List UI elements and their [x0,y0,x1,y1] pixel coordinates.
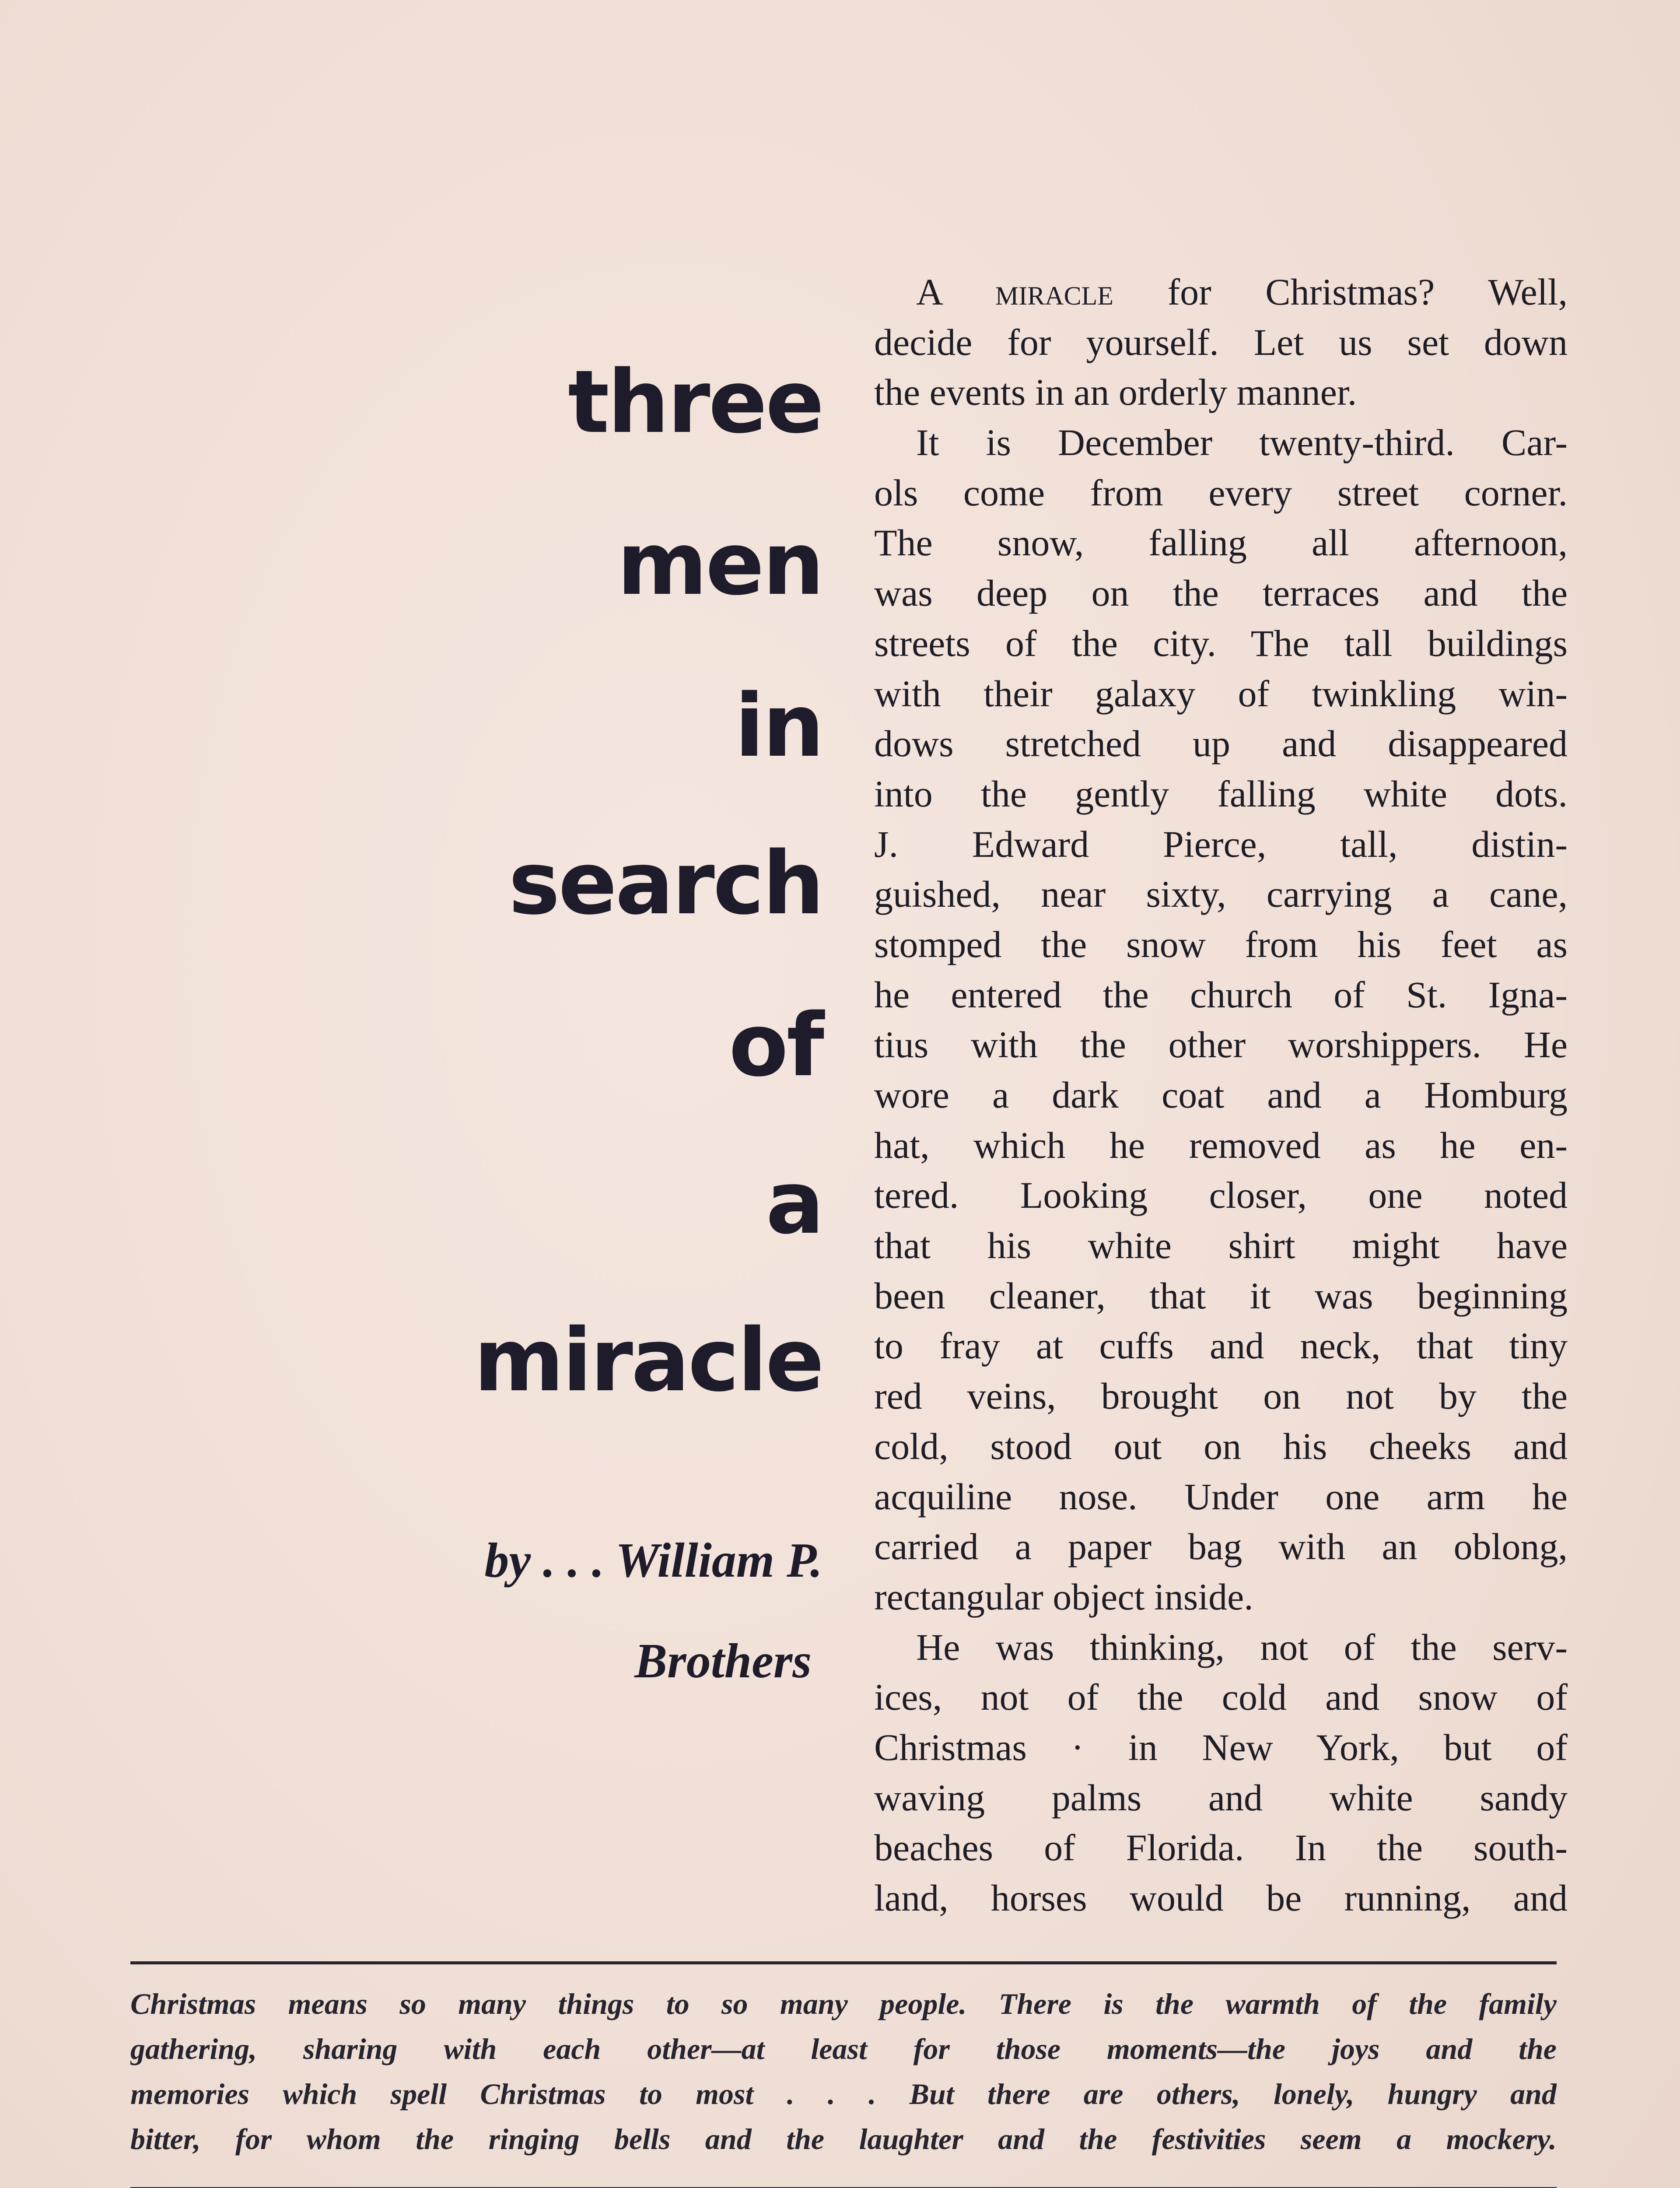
body-line: been cleaner, that it was beginning [874,1274,1568,1317]
intro-blurb [130,1981,1557,2162]
body-line: wore a dark coat and a Homburg [874,1074,1568,1116]
title-word: miracle [474,1310,822,1411]
body-line: to fray at cuffs and neck, that tiny [874,1325,1568,1367]
body-line: stomped the snow from his feet as [874,923,1568,965]
body-line: J. Edward Pierce, tall, distin- [874,823,1568,865]
body-line: ices, not of the cold and snow of [874,1676,1568,1718]
body-line: carried a paper bag with an oblong, [874,1525,1568,1568]
body-line: acquiline nose. Under one arm he [874,1475,1568,1518]
body-line: with their galaxy of twinkling win- [874,672,1568,715]
divider-rule [130,1961,1557,1964]
title-word: a [766,1152,822,1253]
body-line: dows stretched up and disappeared [874,722,1568,765]
body-line: into the gently falling white dots. [874,772,1568,815]
body-line: red veins, brought on not by the [874,1375,1568,1417]
body-line: land, horses would be running, and [874,1877,1568,1919]
body-line: Christmas · in New York, but of [874,1726,1568,1768]
article-body [874,267,1568,1923]
body-line: ols come from every street corner. [874,471,1568,514]
body-line: The snow, falling all afternoon, [874,522,1568,564]
body-line-text: for Christmas? Well, [1113,271,1568,313]
body-line: guished, near sixty, carrying a cane, [874,873,1568,915]
body-line: tius with the other worshippers. He [874,1024,1568,1066]
lead-in: A miracle [916,271,1113,313]
body-line: waving palms and white sandy [874,1776,1568,1819]
body-line: It is December twenty-third. Car- [916,421,1568,464]
body-line: rectangular object inside. [874,1575,1253,1618]
title-word: search [508,833,822,934]
body-line: he entered the church of St. Igna- [874,973,1568,1016]
title-word: three [568,351,822,452]
body-line: beaches of Florida. In the south- [874,1827,1568,1869]
title-word: in [735,675,822,776]
intro-line: memories which spell Christmas to most . . . But there are others, lonely, hungry and [130,2077,1557,2111]
body-line: that his white shirt might have [874,1224,1568,1267]
body-line: tered. Looking closer, one noted [874,1174,1568,1217]
byline: by . . . William P. [484,1533,822,1588]
title-word: of [728,995,822,1096]
intro-line: gathering, sharing with each other—at least for those moments—the joys and the [130,2032,1557,2065]
byline-author-surname: Brothers [634,1634,812,1688]
intro-line: Christmas means so many things to so many people. There is the warmth of the family [130,1987,1557,2020]
body-line: cold, stood out on his cheeks and [874,1425,1568,1467]
body-line: the events in an orderly manner. [874,371,1357,414]
body-line: He was thinking, not of the serv- [916,1626,1568,1668]
body-line: decide for yourself. Let us set down [874,321,1568,363]
intro-line: bitter, for whom the ringing bells and the laughter and the festivities seem a mockery. [130,2122,1557,2156]
body-line: was deep on the terraces and the [874,572,1568,614]
body-line [874,267,1568,317]
body-line: hat, which he removed as he en- [874,1124,1568,1166]
title-word: men [617,513,822,614]
body-line: streets of the city. The tall buildings [874,622,1568,664]
